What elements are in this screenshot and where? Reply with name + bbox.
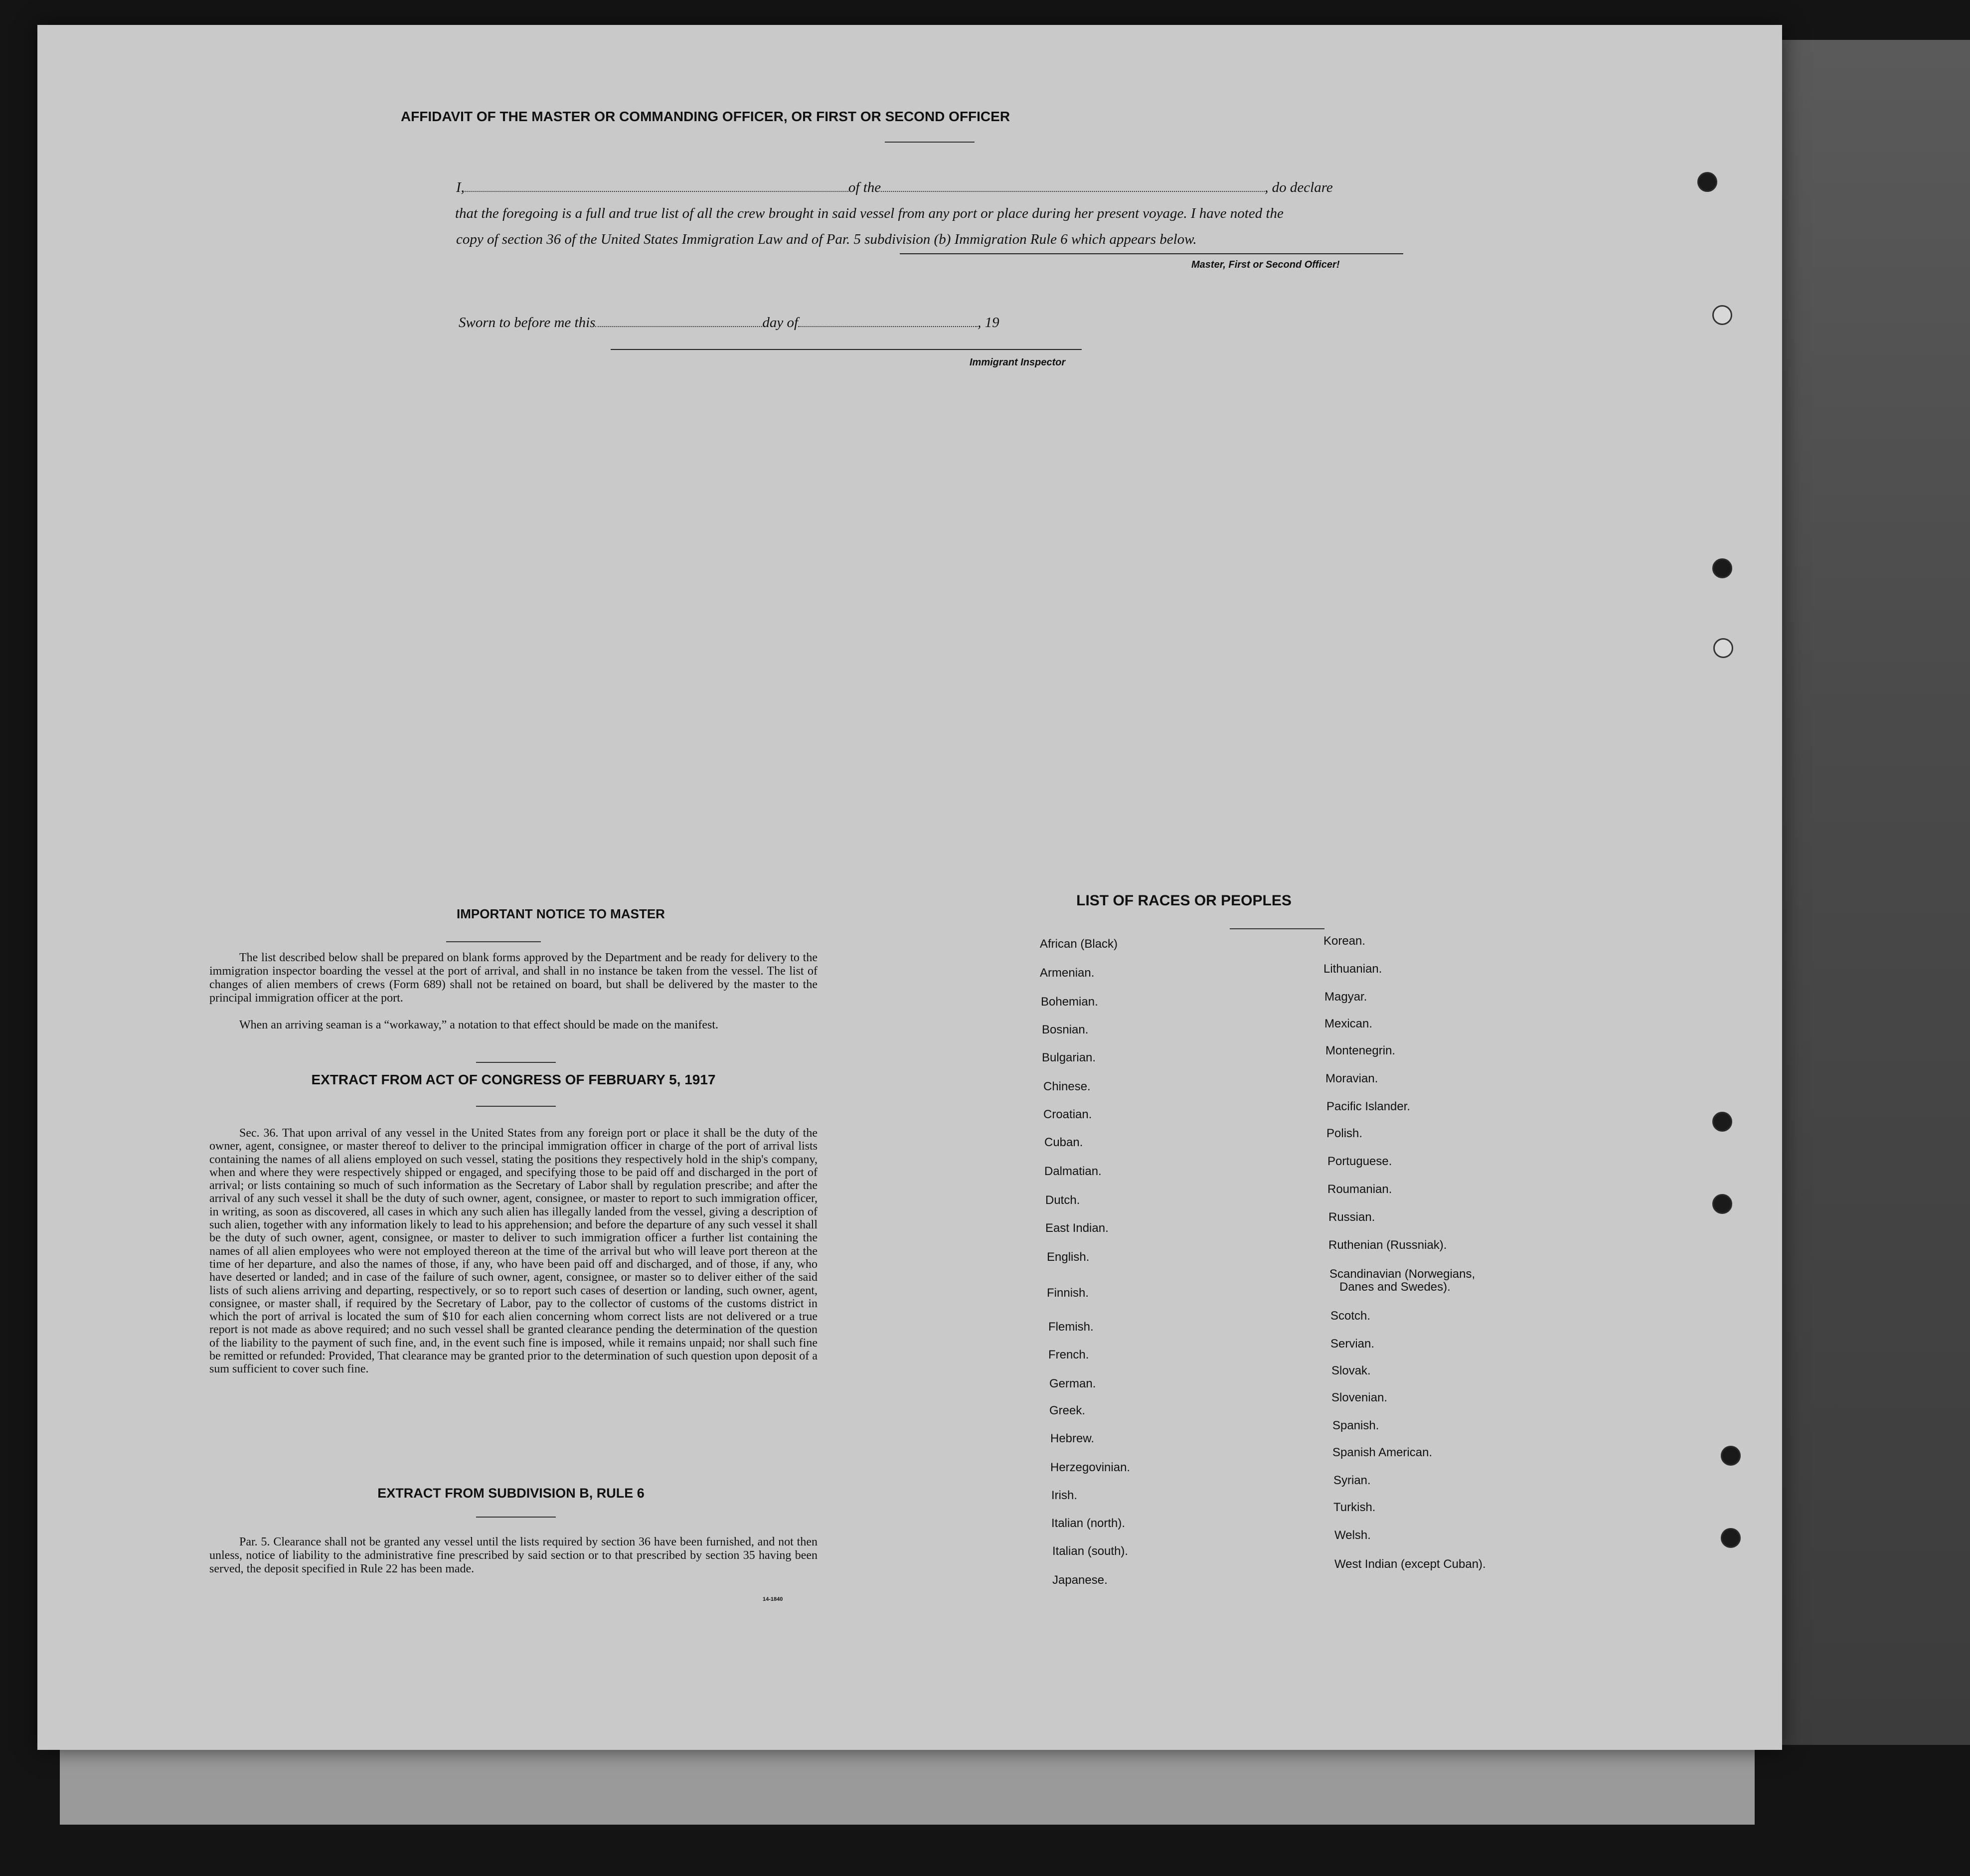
document-page (37, 25, 1782, 1750)
affidavit-line2: that the foregoing is a full and true list of all the crew brought in said vessel from any port or place during her present voyage. I have noted the (455, 205, 1284, 221)
notice-rule (446, 941, 541, 942)
race-item: Magyar. (1324, 990, 1367, 1004)
master-signature-label: Master, First or Second Officer! (1191, 259, 1340, 270)
race-item: Moravian. (1325, 1072, 1378, 1085)
notice-paragraph-2: When an arriving seaman is a “workaway,” a notation to that effect should be made on the manifest. (239, 1019, 718, 1031)
race-item: Bulgarian. (1042, 1051, 1096, 1064)
notice-paragraph-1: The list described below shall be prepared on blank forms approved by the Department and be ready for delivery to the immigration inspector boarding the vessel at the port of arrival, and shall in no instance be taken from the vessel. The list of changes of alien members of crews (Form 689) shall not be retained on board, but shall be delivered by the master to the principal immigration officer at the port. (209, 951, 818, 1005)
race-item: East Indian. (1045, 1221, 1109, 1235)
race-item: Turkish. (1333, 1501, 1376, 1514)
binder-hole (1713, 638, 1733, 658)
race-item: German. (1049, 1377, 1096, 1390)
race-item: Bohemian. (1041, 995, 1098, 1009)
race-item: West Indian (except Cuban). (1334, 1557, 1486, 1571)
notice-title: IMPORTANT NOTICE TO MASTER (457, 906, 665, 921)
rule-extract-body: Par. 5. Clearance shall not be granted any vessel until the lists required by section 36 have been furnished, and not then unless, notice of liability to the administrative fine prescribed by said section or to that prescribed by section 35 having been served, the deposit specified in Rule 22 has been made. (209, 1535, 818, 1575)
race-item: Scandinavian (Norwegians, (1329, 1267, 1476, 1281)
race-item: Servian. (1330, 1337, 1375, 1351)
race-item: Armenian. (1040, 966, 1095, 980)
race-item: Scotch. (1330, 1309, 1371, 1323)
sworn-month-blank (798, 314, 978, 327)
race-item: Spanish. (1332, 1419, 1379, 1432)
race-item: Lithuanian. (1323, 962, 1382, 976)
form-number: 14-1840 (763, 1596, 783, 1602)
race-item: Pacific Islander. (1326, 1100, 1411, 1113)
race-item: Herzegovinian. (1050, 1461, 1131, 1474)
rule-extract-title: EXTRACT FROM SUBDIVISION B, RULE 6 (377, 1486, 645, 1501)
race-item: Irish. (1051, 1489, 1078, 1502)
race-item: Chinese. (1043, 1080, 1091, 1093)
sworn-day-blank (595, 314, 762, 327)
affidavit-line3: copy of section 36 of the United States Immigration Law and of Par. 5 subdivision (b) Immigration Rule 6 which appears below. (456, 231, 1197, 247)
race-item: African (Black) (1040, 937, 1118, 951)
race-item: Korean. (1323, 934, 1366, 948)
binder-hole (1721, 1528, 1741, 1548)
race-item: Ruthenian (Russniak). (1328, 1238, 1447, 1252)
act-extract-rule (476, 1106, 556, 1107)
binder-hole (1721, 1446, 1741, 1466)
race-item: Portuguese. (1327, 1155, 1392, 1168)
binder-hole (1712, 1194, 1732, 1214)
race-item: Montenegrin. (1325, 1044, 1396, 1057)
race-item: Polish. (1326, 1127, 1363, 1140)
race-item: Syrian. (1333, 1474, 1371, 1487)
race-item: Danes and Swedes). (1339, 1280, 1451, 1294)
race-item: English. (1047, 1250, 1090, 1264)
title-rule (885, 142, 975, 143)
race-item: Slovenian. (1331, 1391, 1388, 1404)
race-item: Welsh. (1334, 1529, 1371, 1542)
name-blank (465, 179, 848, 192)
binder-hole (1712, 558, 1732, 578)
binder-hole (1712, 1112, 1732, 1132)
act-extract-body: Sec. 36. That upon arrival of any vessel in the United States from any foreign port or place it shall be the duty of the owner, agent, consignee, or master thereof to deliver to the principal immigration officer in charge of the port of arrival lists containing the names of all aliens employed on such vessel, stating the positions they respectively hold in the ship's company, when and where they were respectively shipped or engaged, and specifying those to be paid off and discharged in the port of arrival; or lists containing so much of such information as the Secretary of Labor shall by regulation prescribe; and after the arrival of any such vessel it shall be the duty of such owner, agent, consignee, or master to report to such immigration officer, in writing, as soon as discovered, all cases in which any such alien has illegally landed from the vessel, giving a description of such alien, together with any information likely to lead to his apprehension; and before the departure of any such vessel it shall be the duty of such owner, agent, consignee, or master to deliver to such immigration officer a further list containing the names of all alien employees who were not employed thereon at the time of the arrival but who will leave port thereon at the time of her departure, and also the names of those, if any, who have been paid off and discharged, and of those, if any, who have deserted or landed; and in case of the failure of such owner, agent, consignee, or master so to deliver either of the said lists of such aliens arriving and departing, respectively, or so to report such cases of desertion or landing, such owner, agent, consignee, or master shall, if required by the Secretary of Labor, pay to the collector of customs of the customs district in which the port of arrival is located the sum of $10 for each alien concerning whom correct lists are not delivered or a true report is not made as above required; and no such vessel shall be granted clearance pending the determination of the question of the liability to the payment of such fine, and, in the event such fine is imposed, while it remains unpaid; nor shall such fine be remitted or refunded: Provided, That clearance may be granted prior to the determination of such question upon deposit of a sum sufficient to cover such fine. (209, 1127, 818, 1376)
binder-hole (1712, 305, 1732, 325)
race-item: Spanish American. (1332, 1446, 1433, 1459)
inspector-signature-label: Immigrant Inspector (970, 357, 1066, 368)
race-item: Slovak. (1331, 1364, 1371, 1377)
race-item: Russian. (1328, 1210, 1375, 1224)
race-item: Hebrew. (1050, 1432, 1095, 1445)
race-item: Cuban. (1044, 1136, 1083, 1149)
race-item: Italian (south). (1052, 1544, 1129, 1558)
affidavit-body (456, 174, 1408, 252)
act-extract-title: EXTRACT FROM ACT OF CONGRESS OF FEBRUARY 5, 1917 (311, 1072, 716, 1087)
race-item: Dutch. (1045, 1194, 1080, 1207)
race-item: Mexican. (1324, 1017, 1373, 1030)
race-item: Roumanian. (1327, 1183, 1392, 1196)
race-item: Dalmatian. (1044, 1165, 1102, 1178)
inspector-signature-line (611, 349, 1082, 350)
sworn-line: Sworn to before me this day of , 19 (459, 315, 999, 331)
binder-hole (1697, 172, 1717, 192)
race-item: Japanese. (1052, 1573, 1108, 1587)
race-item: French. (1048, 1348, 1089, 1362)
affidavit-title: AFFIDAVIT OF THE MASTER OR COMMANDING OFFICER, OR FIRST OR SECOND OFFICER (400, 109, 1010, 124)
vessel-blank (881, 179, 1265, 192)
races-title: LIST OF RACES OR PEOPLES (1076, 892, 1292, 909)
race-item: Greek. (1049, 1404, 1086, 1417)
master-signature-line (900, 253, 1403, 254)
rule-extract-rule (476, 1517, 556, 1518)
notice-end-rule (476, 1062, 556, 1063)
race-item: Flemish. (1048, 1320, 1094, 1334)
race-item: Italian (north). (1051, 1517, 1126, 1530)
race-item: Bosnian. (1042, 1023, 1089, 1036)
race-item: Finnish. (1047, 1286, 1089, 1300)
races-rule (1230, 928, 1324, 929)
affidavit-line1: I, of the , do declare (456, 179, 1333, 195)
race-item: Croatian. (1043, 1108, 1092, 1121)
